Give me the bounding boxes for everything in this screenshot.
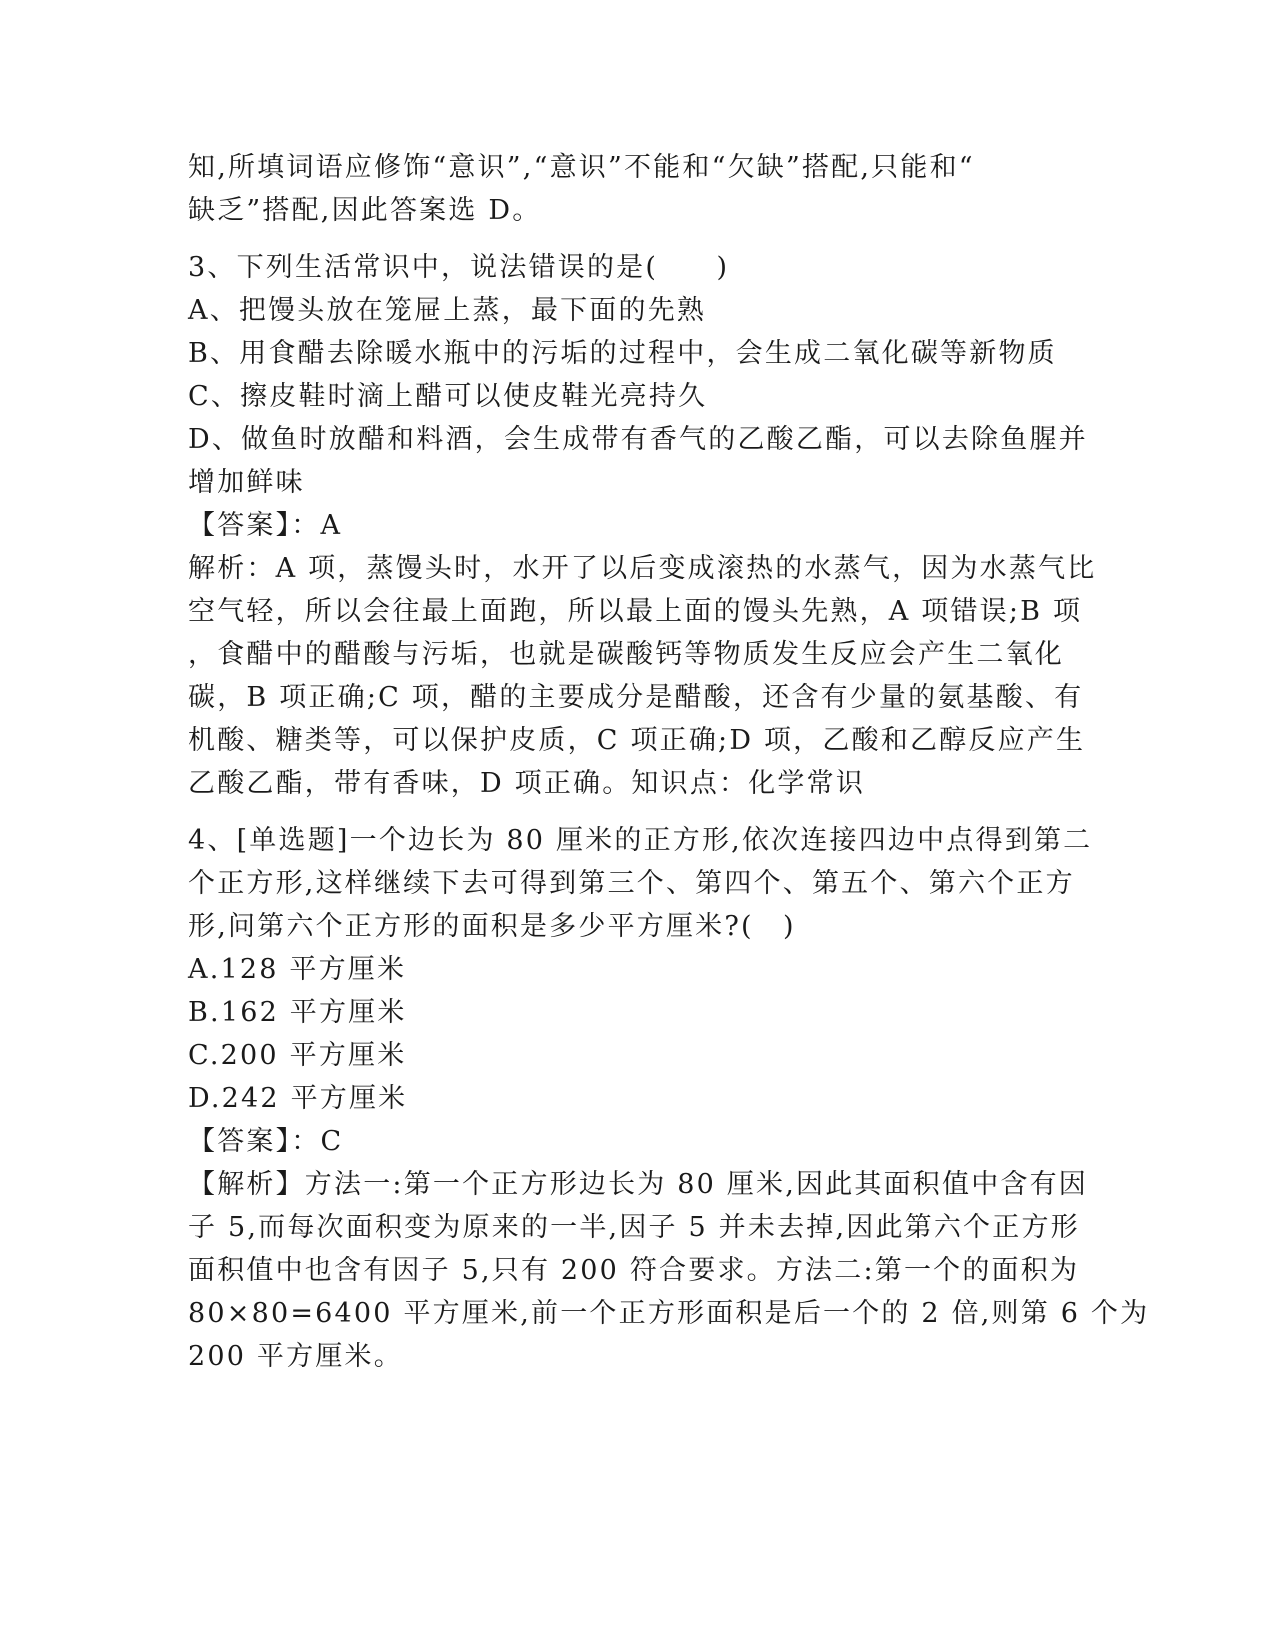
analysis-line: 80×80=6400 平方厘米,前一个正方形面积是后一个的 2 倍,则第 6 个为 xyxy=(188,1298,1150,1329)
option-a: A、把馒头放在笼屉上蒸，最下面的先熟 xyxy=(188,295,707,326)
answer: 【答案】：C xyxy=(188,1126,344,1157)
option-c: C、擦皮鞋时滴上醋可以使皮鞋光亮持久 xyxy=(188,381,708,412)
analysis-line: 机酸、糖类等，可以保护皮质，C 项正确;D 项，乙酸和乙醇反应产生 xyxy=(188,725,1086,756)
option-d: D、做鱼时放醋和料酒，会生成带有香气的乙酸乙酯，可以去除鱼腥并 xyxy=(188,424,1088,455)
paragraph-gap xyxy=(188,805,1088,819)
document-page xyxy=(188,146,1150,1378)
question-2-explanation-tail xyxy=(188,146,1088,232)
analysis-line: 碳，B 项正确;C 项，醋的主要成分是醋酸，还含有少量的氨基酸、有 xyxy=(188,682,1084,713)
question-stem: 4、[单选题]一个边长为 80 厘米的正方形,依次连接四边中点得到第二 xyxy=(188,825,1093,856)
analysis-line: 200 平方厘米。 xyxy=(188,1341,403,1372)
question-stem: 3、下列生活常识中，说法错误的是( ) xyxy=(188,252,730,283)
option-b: B、用食醋去除暖水瓶中的污垢的过程中，会生成二氧化碳等新物质 xyxy=(188,338,1057,369)
option-d: D.242 平方厘米 xyxy=(188,1083,408,1114)
analysis-line: 解析：A 项，蒸馒头时，水开了以后变成滚热的水蒸气，因为水蒸气比 xyxy=(188,553,1097,584)
question-stem: 个正方形,这样继续下去可得到第三个、第四个、第五个、第六个正方 xyxy=(188,868,1075,899)
analysis-line: 空气轻，所以会往最上面跑，所以最上面的馒头先熟，A 项错误;B 项 xyxy=(188,596,1083,627)
analysis-line: ，食醋中的醋酸与污垢，也就是碳酸钙等物质发生反应会产生二氧化 xyxy=(188,639,1064,670)
analysis-line: 【解析】方法一:第一个正方形边长为 80 厘米,因此其面积值中含有因 xyxy=(188,1169,1088,1200)
paragraph-gap xyxy=(188,232,1088,246)
analysis-line: 乙酸乙酯，带有香味，D 项正确。知识点：化学常识 xyxy=(188,768,866,799)
question-3 xyxy=(188,246,1097,805)
analysis-line: 面积值中也含有因子 5,只有 200 符合要求。方法二:第一个的面积为 xyxy=(188,1255,1080,1286)
option-b: B.162 平方厘米 xyxy=(188,997,407,1028)
analysis-line: 子 5,而每次面积变为原来的一半,因子 5 并未去掉,因此第六个正方形 xyxy=(188,1212,1080,1243)
option-c: C.200 平方厘米 xyxy=(188,1040,407,1071)
answer: 【答案】：A xyxy=(188,510,343,541)
text-line: 缺乏”搭配,因此答案选 D。 xyxy=(188,195,542,226)
option-d-continued: 增加鲜味 xyxy=(188,467,305,498)
question-stem: 形,问第六个正方形的面积是多少平方厘米?( ) xyxy=(188,911,796,942)
text-line: 知,所填词语应修饰“意识”,“意识”不能和“欠缺”搭配,只能和“ xyxy=(188,152,975,183)
option-a: A.128 平方厘米 xyxy=(188,954,407,985)
question-4 xyxy=(188,819,1150,1378)
